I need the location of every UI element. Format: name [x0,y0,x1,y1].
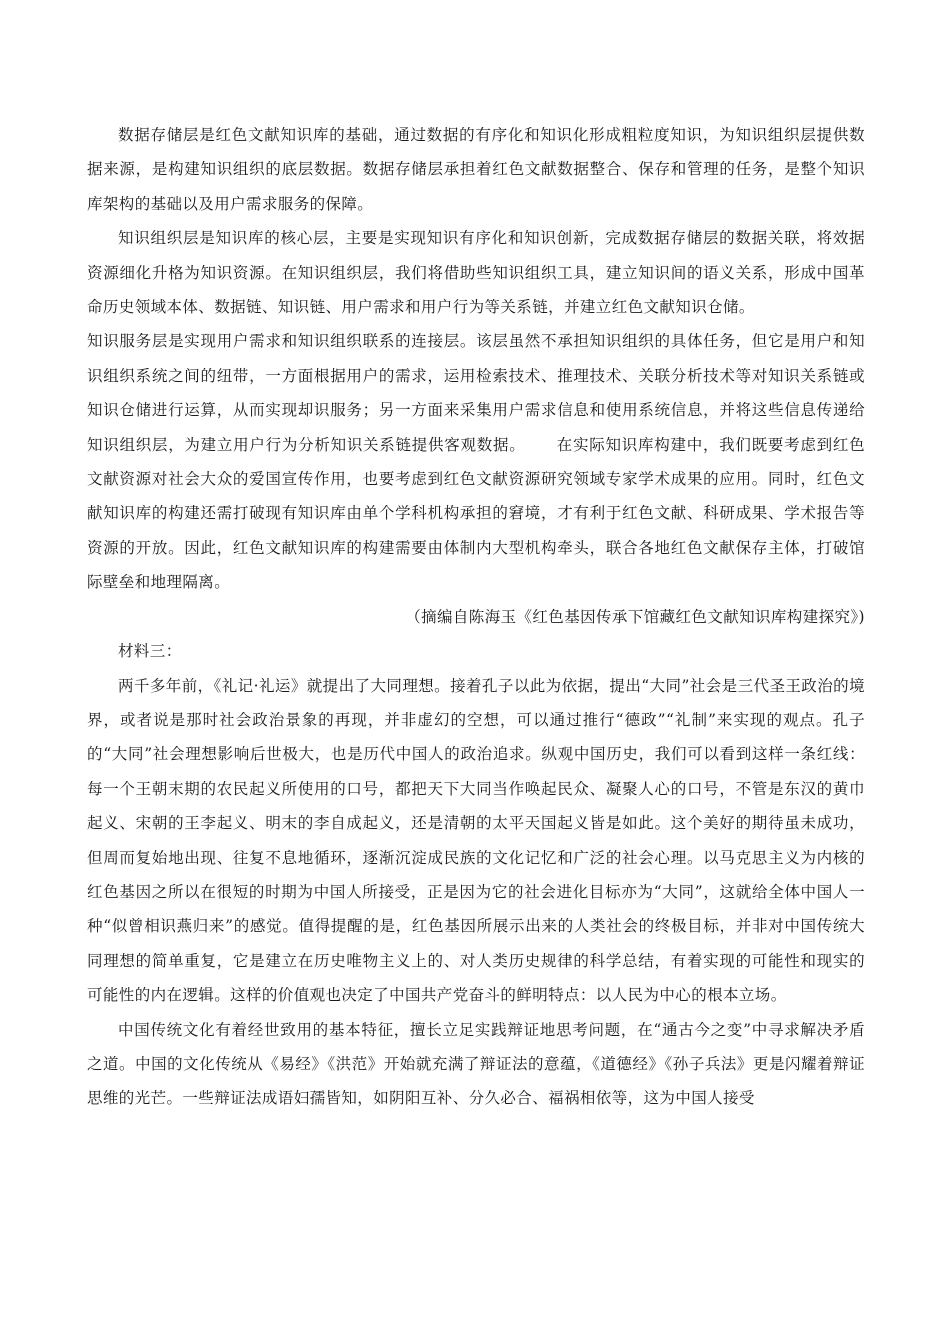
paragraph-knowledge-organization-layer: 知识组织层是知识库的核心层，主要是实现知识有序化和知识创新，完成数据存储层的数据关联，将效据资源细化升格为知识资源。在知识组织层，我们将借助些知识组织工具，建立知识间的语义关系，形成中国革命历史领域本体、数据链、知识链、用户需求和用户行为等关系链，并建立红色文献知识仓储。 [87,229,865,317]
paragraph-knowledge-service-text: 知识服务层是实现用户需求和知识组织联系的连接层。该层虽然不承担知识组织的具体任务，但它是用户和知识组织系统之间的纽带，一方面根据用户的需求，运用检索技术、推理技术、关联分析技术等对知识关系链或知识仓储进行运算，从而实现却识服务；另一方面来采集用户需求信息和使用系统信息，并将这些信息传递给知识组织层，为建立用户行为分析知识关系链提供客观数据。 [87,332,865,454]
paragraph-datong-ideal: 两千多年前，《礼记·礼运》就提出了大同理想。接着孔子以此为依据，提出“大同”社会是三代圣王政治的境界，或者说是那时社会政治景象的再现，并非虚幻的空想，可以通过推行“德政”“礼制”来实现的观点。孔子的“大同”社会理想影响后世极大，也是历代中国人的政治追求。纵观中国历史，我们可以看到这样一条红线：每一个王朝末期的农民起义所使用的口号，都把天下大同当作唤起民众、凝聚人心的口号，不管是东汉的黄巾起义、宋朝的王李起义、明末的李自成起义，还是清朝的太平天国起义皆是如此。这个美好的期待虽未成功，但周而复始地出现、往复不息地循环，逐渐沉淀成民族的文化记忆和广泛的社会心理。以马克思主义为内核的红色基因之所以在很短的时期为中国人所接受，正是因为它的社会进化目标亦为“大同”，这就给全体中国人一种“似曾相识燕归来”的感觉。值得提醒的是，红色基因所展示出来的人类社会的终极目标，并非对中国传统大同理想的简单重复，它是建立在历史唯物主义上的、对人类历史规律的科学总结，有着实现的可能性和现实的可能性的内在逻辑。这样的价值观也决定了中国共产党奋斗的鲜明特点：以人民为中心的根本立场。 [87,676,865,1005]
document-body [87,118,865,1116]
paragraph-traditional-culture: 中国传统文化有着经世致用的基本特征，擅长立足实践辩证地思考问题，在“通古今之变”中寻求解决矛盾之道。中国的文化传统从《易经》《洪范》开始就充满了辩证法的意蕴，《道德经》《孙子兵法》更是闪耀着辩证思维的光芒。一些辩证法成语妇孺皆知，如阴阳互补、分久必合、福祸相依等，这为中国人接受 [87,1020,865,1108]
material-three-label: 材料三： [118,642,182,661]
source-citation: （摘编自陈海玉《红色基因传承下馆藏红色文献知识库构建探究》) [405,607,865,626]
paragraph-data-storage-layer: 数据存储层是红色文献知识库的基础，通过数据的有序化和知识化形成粗粒度知识，为知识组织层提供数据来源，是构建知识组织的底层数据。数据存储层承担着红色文献数据整合、保存和管理的任务，是整个知识库架构的基础以及用户需求服务的保障。 [87,126,865,213]
paragraph-knowledge-service-layer [87,324,865,599]
paragraph-construction-practice-text: 在实际知识库构建中，我们既要考虑到红色文献资源对社会大众的爱国宣传作用，也要考虑到红色文献资源研究领域专家学术成果的应用。同时，红色文献知识库的构建还需打破现有知识库由单个学科机构承担的窘境，才有利于红色文献、科研成果、学术报告等资源的开放。因此，红色文献知识库的构建需要由体制内大型机构牵头，联合各地红色文献保存主体，打破馆际壁垒和地理隔离。 [87,435,865,592]
